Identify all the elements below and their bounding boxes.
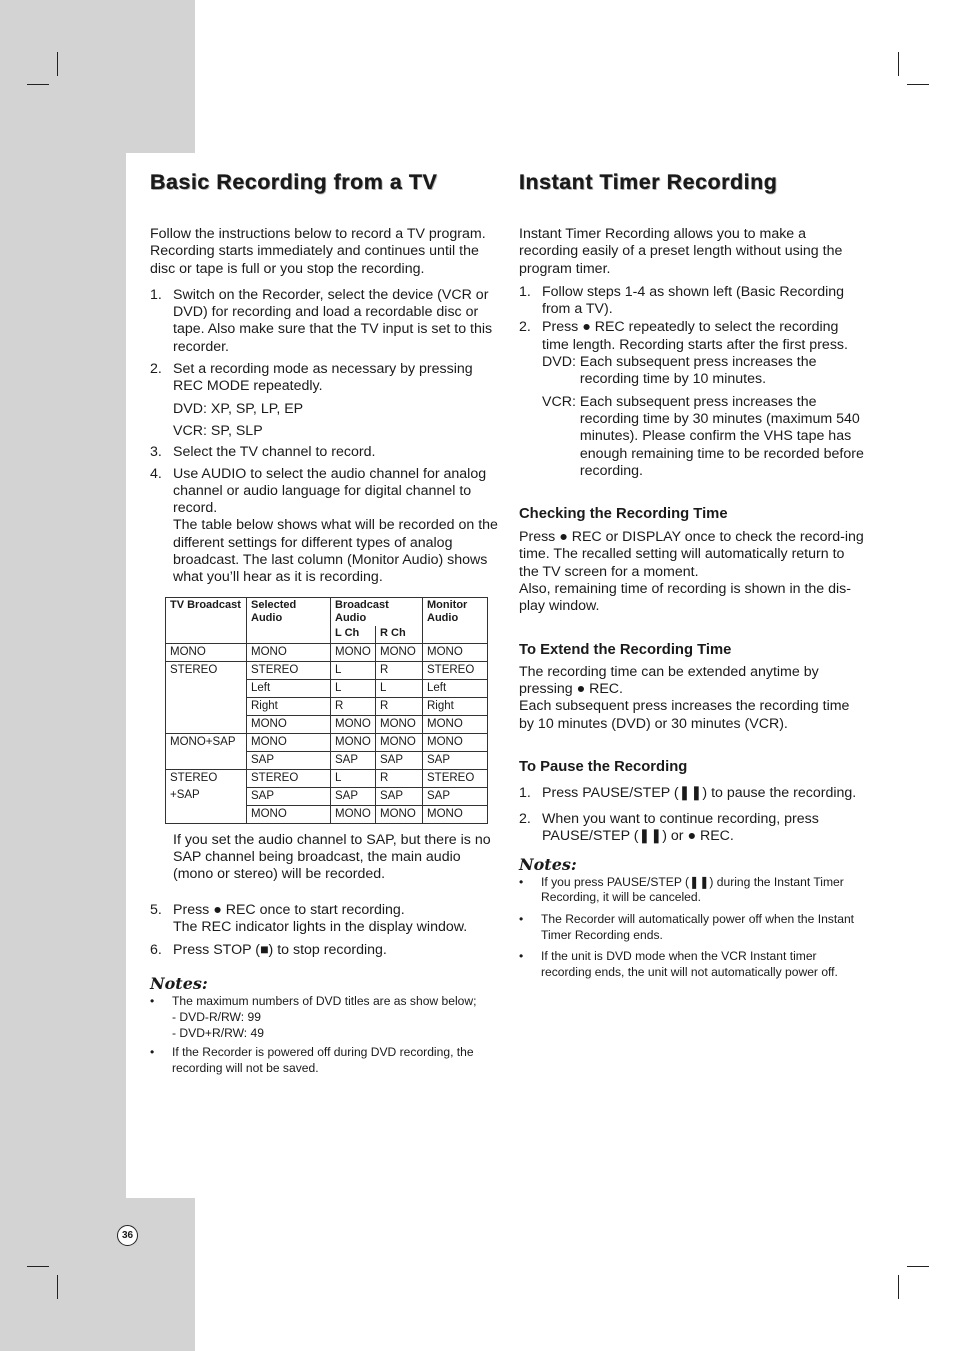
note-item (150, 994, 498, 1041)
step-number: 2. (519, 319, 531, 336)
margin-band-top (0, 0, 195, 153)
bullet: • (150, 1045, 155, 1060)
table-cell (166, 805, 247, 823)
vcr-modes (173, 423, 498, 440)
table-cell: MONO (423, 715, 488, 733)
pause-heading: To Pause the Recording (519, 758, 688, 775)
step-item (150, 902, 498, 937)
table-cell: SAP (376, 787, 423, 805)
notes-list (150, 994, 498, 1076)
table-cell: SAP (247, 787, 331, 805)
table-cell: R (376, 697, 423, 715)
step-list (519, 284, 864, 480)
notes-heading: Notes: (519, 854, 577, 874)
table-cell: L (331, 679, 376, 697)
step-item (519, 284, 864, 319)
column-header: TV Broadcast (166, 597, 247, 643)
bullet: • (519, 949, 524, 964)
instant-timer-section (519, 170, 864, 984)
step-text: Switch on the Recorder, select the device (VCR or DVD) for recording and load a recordable disc or tape. Also make sure that the TV input is set to this recorder. (173, 286, 493, 355)
step-item (150, 361, 498, 440)
intro-text: Follow the instructions below to record a TV program. Recording starts immediately and continues until the disc or tape is full or you stop the recording. (150, 226, 486, 277)
column-header: R Ch (376, 626, 423, 644)
note-item (519, 875, 864, 906)
check-text: Also, remaining time of recording is shown in the dis-play window. (519, 581, 851, 615)
table-row (166, 751, 488, 769)
step-text: Press PAUSE/STEP (❚❚) to pause the recording. (542, 784, 857, 801)
column-header: Monitor Audio (423, 597, 488, 643)
step-item (519, 811, 864, 846)
crop-mark (898, 52, 899, 76)
table-cell: Left (247, 679, 331, 697)
table-row (166, 643, 488, 661)
table-cell: L (331, 769, 376, 787)
crop-mark (57, 1275, 58, 1299)
table-cell: STEREO (247, 769, 331, 787)
extend-heading: To Extend the Recording Time (519, 641, 732, 658)
section-title: Basic Recording from a TV (150, 170, 438, 194)
table-cell (166, 715, 247, 733)
step-list (519, 785, 864, 846)
table-cell: MONO (423, 733, 488, 751)
step-text: Press STOP (■) to stop recording. (173, 942, 387, 959)
column-header: Selected Audio (247, 597, 331, 643)
table-row (166, 661, 488, 679)
bullet: • (519, 874, 524, 889)
table-cell: MONO (247, 715, 331, 733)
table-row (166, 769, 488, 787)
note-text: If the Recorder is powered off during DVD recording, the recording will not be saved. (172, 1045, 474, 1075)
note-item (150, 1045, 498, 1076)
step-item (519, 319, 864, 480)
table-row (166, 733, 488, 751)
table-cell: MONO (331, 805, 376, 823)
step-number: 3. (150, 444, 162, 461)
crop-mark (898, 1275, 899, 1299)
table-cell: R (376, 661, 423, 679)
table-cell: MONO (247, 733, 331, 751)
table-cell: Right (423, 697, 488, 715)
step-list (150, 902, 498, 960)
mode-value: Each subsequent press increases the recording time by 10 minutes. (579, 354, 817, 388)
step-text: Set a recording mode as necessary by pressing REC MODE repeatedly. (173, 361, 473, 395)
step-list (150, 287, 498, 587)
step-item (150, 942, 498, 959)
extend-text: The recording time can be extended anytime by pressing ● REC. (519, 663, 819, 697)
bullet: • (519, 911, 524, 926)
note-text: If you press PAUSE/STEP (❚❚) during the Instant Timer Recording, it will be canceled. (541, 874, 844, 905)
step-text: Press ● REC repeatedly to select the recording time length. Recording starts after the first press. (542, 319, 848, 353)
crop-mark (57, 52, 58, 76)
table-cell: SAP (423, 751, 488, 769)
audio-table (165, 597, 488, 824)
mode-key: DVD: (173, 400, 207, 417)
intro-text: Instant Timer Recording allows you to make a recording easily of a preset length without using the program timer. (519, 226, 843, 277)
step-number: 1. (519, 283, 531, 300)
step-text: Follow steps 1-4 as shown left (Basic Recording from a TV). (542, 283, 845, 318)
table-cell: R (376, 769, 423, 787)
extend-text: Each subsequent press increases the recording time by 10 minutes (DVD) or 30 minutes (VCR). (519, 698, 850, 732)
note-text: The maximum numbers of DVD titles are as show below; (172, 994, 477, 1009)
table-cell: MONO (331, 643, 376, 661)
table-cell: Left (423, 679, 488, 697)
step-text: The REC indicator lights in the display window. (173, 918, 468, 935)
notes-heading: Notes: (150, 974, 208, 994)
table-cell: STEREO (423, 769, 488, 787)
table-cell: MONO (247, 805, 331, 823)
mode-key: VCR: (173, 422, 207, 439)
table-cell: SAP (247, 751, 331, 769)
table-cell: STEREO (166, 661, 247, 679)
step-number: 4. (150, 465, 162, 482)
table-cell: STEREO (423, 661, 488, 679)
table-cell: L (376, 679, 423, 697)
table-cell: SAP (331, 751, 376, 769)
table-row (166, 715, 488, 733)
check-heading: Checking the Recording Time (519, 506, 728, 523)
table-cell: Right (247, 697, 331, 715)
note-text: The Recorder will automatically power off when the Instant Timer Recording ends. (541, 911, 855, 942)
table-cell: MONO (423, 805, 488, 823)
mode-key: VCR: (542, 393, 576, 410)
table-cell: SAP (423, 787, 488, 805)
table-cell: MONO (376, 715, 423, 733)
mode-value: SP, SLP (210, 422, 263, 439)
crop-mark (27, 84, 49, 85)
step-number: 6. (150, 942, 162, 959)
column-header: L Ch (331, 626, 376, 644)
table-cell (166, 751, 247, 769)
note-item (519, 912, 864, 943)
table-row (166, 805, 488, 823)
sap-note: If you set the audio channel to SAP, but there is no SAP channel being broadcast, the main audio (mono or stereo) will be recorded. (173, 831, 491, 883)
note-text: - DVD+R/RW: 49 (172, 1025, 264, 1040)
column-header: Broadcast Audio (331, 597, 423, 626)
table-cell: SAP (376, 751, 423, 769)
table-cell: SAP (331, 787, 376, 805)
step-item (150, 466, 498, 587)
table-cell: MONO+SAP (166, 733, 247, 751)
table-cell: MONO (247, 643, 331, 661)
note-text: - DVD-R/RW: 99 (172, 1010, 261, 1025)
table-cell (166, 679, 247, 697)
note-text: If the unit is DVD mode when the VCR Instant timer recording ends, the unit will not automatically power off. (541, 949, 838, 979)
mode-value: XP, SP, LP, EP (210, 400, 304, 417)
table-cell: MONO (376, 805, 423, 823)
step-number: 5. (150, 901, 162, 918)
table-cell: MONO (376, 733, 423, 751)
step-text: The table below shows what will be recorded on the different settings for different types of analog broadcast. The last column (Monitor Audio) shows what you’ll hear as it is recording. (173, 517, 498, 586)
table-cell: MONO (166, 643, 247, 661)
table-cell: STEREO (247, 661, 331, 679)
crop-mark (907, 84, 929, 85)
crop-mark (907, 1266, 929, 1267)
table-row (166, 697, 488, 715)
table-cell: +SAP (166, 787, 247, 805)
step-number: 1. (150, 286, 162, 303)
step-text: Press ● REC once to start recording. (173, 901, 405, 918)
table-row (166, 679, 488, 697)
step-text: Select the TV channel to record. (173, 444, 376, 461)
vcr-increment (542, 394, 864, 480)
step-number: 1. (519, 784, 531, 801)
table-cell: MONO (423, 643, 488, 661)
step-number: 2. (519, 811, 531, 828)
margin-band-bottom (0, 1198, 195, 1351)
step-item (150, 287, 498, 356)
bullet: • (150, 994, 155, 1009)
note-item (519, 949, 864, 980)
dvd-modes (173, 401, 498, 418)
step-text: Use AUDIO to select the audio channel for analog channel or audio language for digital channel to record. (173, 465, 487, 517)
mode-value: Each subsequent press increases the recording time by 30 minutes (maximum 540 minutes). Please confirm the VHS tape has enough remaining time to be recorded before recording. (579, 393, 864, 479)
step-item (150, 444, 498, 461)
table-cell: MONO (376, 643, 423, 661)
margin-band-left (0, 153, 126, 1198)
dvd-increment (542, 354, 864, 389)
table-cell: MONO (331, 733, 376, 751)
step-text: When you want to continue recording, press PAUSE/STEP (❚❚) or ● REC. (542, 811, 819, 845)
table-cell: L (331, 661, 376, 679)
table-header-row (166, 597, 488, 626)
check-text: Press ● REC or DISPLAY once to check the record-ing time. The recalled setting will automatically return to the TV screen for a moment. (519, 529, 864, 580)
crop-mark (27, 1266, 49, 1267)
table-cell: R (331, 697, 376, 715)
step-number: 2. (150, 361, 162, 378)
table-cell: STEREO (166, 769, 247, 787)
table-cell (166, 697, 247, 715)
notes-list (519, 875, 864, 981)
page-number: 36 (117, 1225, 138, 1246)
section-title: Instant Timer Recording (519, 170, 778, 194)
table-row (166, 787, 488, 805)
step-item (519, 785, 864, 802)
mode-key: DVD: (542, 354, 576, 371)
basic-recording-section (150, 170, 498, 1080)
table-cell: MONO (331, 715, 376, 733)
